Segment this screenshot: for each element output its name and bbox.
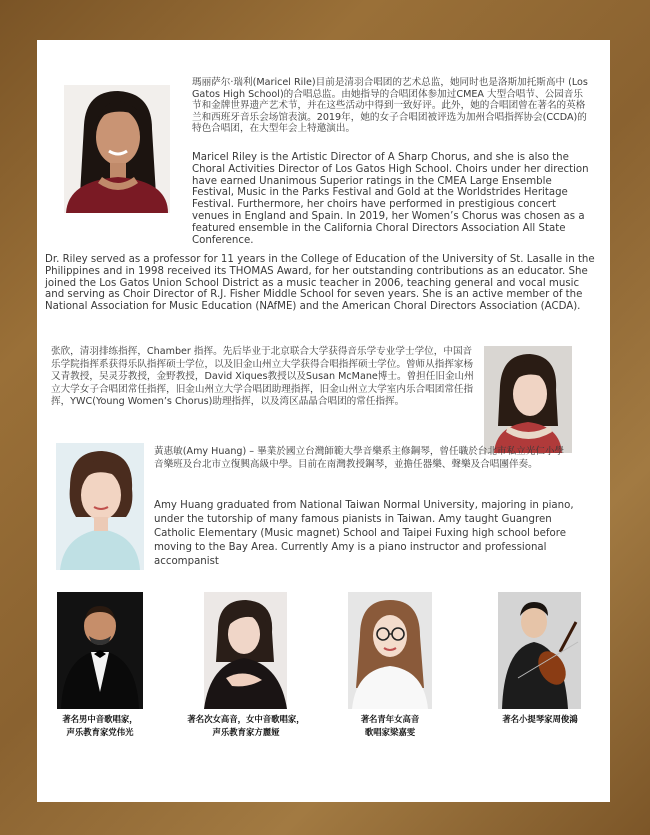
zhou-photo bbox=[498, 592, 581, 709]
huang-bio-chinese: 黃惠敏(Amy Huang) – 畢業於國立台灣師範大學音樂系主修鋼琴，曾任職於台北市私立光仁小學音樂班及台北市立復興高級中學。目前在南灣教授鋼琴，並擔任器樂、聲樂及合唱團伴奏。 bbox=[154, 446, 565, 470]
huang-photo bbox=[56, 443, 144, 570]
caption-dang: 著名男中音歌唱家， 声乐教育家党伟光 bbox=[62, 714, 138, 737]
riley-bio-chinese: 瑪丽萨尔·瑞利(Maricel Rile)目前是清羽合唱团的艺术总监，她同时也是洛斯加托斯高中 (Los Gatos High School)的合唱总监。由她指导的合唱团体参加过CMEA 大型合唱节、公园音乐节和金牌世界遗产艺术节，并在这些活动中得到一致好评。此外，她的合唱团曾在著名的英格兰和西班牙音乐会场馆表演。2019年，她的女子合唱团被评选为加州合唱指挥协会(CCDA)的特色合唱团，在大型年会上特邀演出。 bbox=[192, 77, 588, 135]
fang-photo bbox=[204, 592, 287, 709]
huang-bio-english: Amy Huang graduated from National Taiwan Normal University, majoring in piano, under the tutorship of many famous pianists in Taiwan. Amy taught Guangren Catholic Elementary (Music magnet) School and Taipei Fuxing high school before moving to the Bay Area. Currently Amy is a piano instructor and professional accompanist bbox=[154, 500, 574, 567]
caption-fang: 著名次女高音，女中音歌唱家， 声乐教育家方麗娅 bbox=[187, 714, 305, 737]
riley-bio-english-1: Maricel Riley is the Artistic Director of A Sharp Chorus, and she is also the Choral Activities Director of Los Gatos High School. Choirs under her direction have earned Unanimous Superior ratings in the CMEA Large Ensemble Festival, Music in the Parks Festival and Gold at the Worldstrides Heritage Festival. Furthermore, her choirs have performed in prestigious concert venues in England and Spain. In 2019, her Women’s Chorus was chosen as a featured ensemble in the California Choral Directors Association All State Conference. bbox=[192, 152, 589, 246]
riley-bio-english-2: Dr. Riley served as a professor for 11 years in the College of Education of the University of St. Lasalle in the Philippines and in 1998 received its THOMAS Award, for her outstanding contributions as an educator. She joined the Los Gatos Union School District as a music teacher in 2006, teaching general and vocal music and serving as Choir Director of R.J. Fisher Middle School for seven years. She is an active member of the National Association for Music Education (NAfME) and the American Choral Directors Association (ACDA). bbox=[45, 254, 595, 313]
riley-photo bbox=[64, 85, 170, 213]
caption-zhou: 著名小提琴家周俊鴻 bbox=[502, 714, 578, 724]
caption-liang: 著名青年女高音 歌唱家梁嘉雯 bbox=[360, 714, 420, 737]
dang-photo bbox=[57, 592, 143, 709]
liang-photo bbox=[348, 592, 432, 709]
zhang-photo bbox=[484, 346, 572, 453]
bio-page bbox=[37, 40, 610, 802]
zhang-bio-chinese: 张欣，清羽排练指挥，Chamber 指挥。先后毕业于北京联合大学获得音乐学专业学士学位，中国音乐学院指挥系获得乐队指挥硕士学位，以及旧金山州立大学获得合唱指挥硕士学位。曾师从指挥家杨又青教授，吴灵芬教授，金野教授，David Xiques教授以及Susan McMane博士。曾担任旧金山州立大学女子合唱团常任指挥，旧金山州立大学合唱团助理指挥，旧金山州立大学室内乐合唱团常任指挥，YWC(Young Women’s Chorus)助理指挥，以及湾区晶晶合唱团的常任指挥。 bbox=[51, 346, 474, 407]
